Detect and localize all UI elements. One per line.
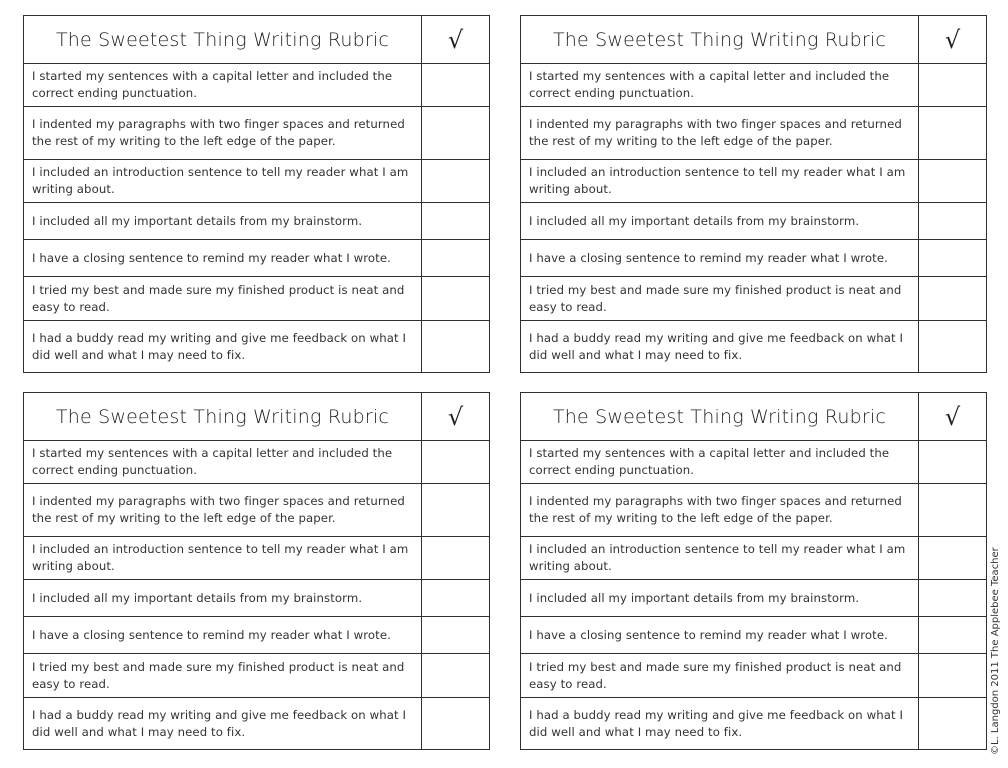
check-box[interactable] (422, 240, 490, 277)
checkmark-header-icon: √ (919, 393, 987, 441)
rubric-card-bottom-left (23, 392, 490, 750)
check-box[interactable] (422, 654, 490, 698)
criterion-important-details: I included all my important details from my brainstorm. (24, 580, 422, 617)
criterion-closing-sentence: I have a closing sentence to remind my reader what I wrote. (521, 617, 919, 654)
criterion-indent-paragraphs: I indented my paragraphs with two finger spaces and returned the rest of my writing to the left edge of the paper. (521, 484, 919, 537)
check-box[interactable] (422, 537, 490, 580)
check-box[interactable] (919, 240, 987, 277)
check-box[interactable] (422, 277, 490, 321)
criterion-closing-sentence: I have a closing sentence to remind my reader what I wrote. (521, 240, 919, 277)
check-box[interactable] (422, 698, 490, 750)
check-box[interactable] (919, 64, 987, 107)
criterion-capitals-punctuation: I started my sentences with a capital letter and included the correct ending punctuation. (24, 441, 422, 484)
criterion-buddy-feedback: I had a buddy read my writing and give me feedback on what I did well and what I may need to fix. (521, 698, 919, 750)
checkmark-header-icon: √ (422, 16, 490, 64)
checkmark-header-icon: √ (422, 393, 490, 441)
check-box[interactable] (919, 698, 987, 750)
check-box[interactable] (919, 537, 987, 580)
criterion-capitals-punctuation: I started my sentences with a capital letter and included the correct ending punctuation. (521, 441, 919, 484)
check-box[interactable] (422, 617, 490, 654)
criterion-buddy-feedback: I had a buddy read my writing and give me feedback on what I did well and what I may need to fix. (24, 698, 422, 750)
copyright-notice: ©L. Langdon 2011 The Applebee Teacher (990, 547, 1001, 755)
check-box[interactable] (919, 203, 987, 240)
rubric-title: The Sweetest Thing Writing Rubric (521, 16, 919, 64)
check-box[interactable] (919, 580, 987, 617)
criterion-indent-paragraphs: I indented my paragraphs with two finger spaces and returned the rest of my writing to the left edge of the paper. (521, 107, 919, 160)
check-box[interactable] (919, 107, 987, 160)
check-box[interactable] (919, 654, 987, 698)
criterion-neat-product: I tried my best and made sure my finished product is neat and easy to read. (24, 654, 422, 698)
rubric-title: The Sweetest Thing Writing Rubric (521, 393, 919, 441)
criterion-capitals-punctuation: I started my sentences with a capital letter and included the correct ending punctuation. (24, 64, 422, 107)
check-box[interactable] (919, 321, 987, 373)
criterion-important-details: I included all my important details from my brainstorm. (521, 203, 919, 240)
check-box[interactable] (422, 160, 490, 203)
check-box[interactable] (919, 441, 987, 484)
check-box[interactable] (919, 617, 987, 654)
criterion-important-details: I included all my important details from my brainstorm. (521, 580, 919, 617)
criterion-indent-paragraphs: I indented my paragraphs with two finger spaces and returned the rest of my writing to the left edge of the paper. (24, 484, 422, 537)
criterion-neat-product: I tried my best and made sure my finished product is neat and easy to read. (521, 277, 919, 321)
criterion-introduction-sentence: I included an introduction sentence to tell my reader what I am writing about. (24, 537, 422, 580)
check-box[interactable] (422, 441, 490, 484)
criterion-introduction-sentence: I included an introduction sentence to tell my reader what I am writing about. (521, 160, 919, 203)
checkmark-header-icon: √ (919, 16, 987, 64)
check-box[interactable] (919, 484, 987, 537)
check-box[interactable] (919, 160, 987, 203)
criterion-neat-product: I tried my best and made sure my finished product is neat and easy to read. (24, 277, 422, 321)
check-box[interactable] (422, 203, 490, 240)
rubric-card-top-right (520, 15, 987, 373)
check-box[interactable] (422, 484, 490, 537)
check-box[interactable] (422, 580, 490, 617)
criterion-important-details: I included all my important details from my brainstorm. (24, 203, 422, 240)
criterion-indent-paragraphs: I indented my paragraphs with two finger spaces and returned the rest of my writing to the left edge of the paper. (24, 107, 422, 160)
criterion-introduction-sentence: I included an introduction sentence to tell my reader what I am writing about. (521, 537, 919, 580)
criterion-capitals-punctuation: I started my sentences with a capital letter and included the correct ending punctuation. (521, 64, 919, 107)
check-box[interactable] (422, 321, 490, 373)
rubric-card-top-left (23, 15, 490, 373)
criterion-introduction-sentence: I included an introduction sentence to tell my reader what I am writing about. (24, 160, 422, 203)
rubric-card-bottom-right (520, 392, 987, 750)
criterion-buddy-feedback: I had a buddy read my writing and give me feedback on what I did well and what I may need to fix. (24, 321, 422, 373)
rubric-title: The Sweetest Thing Writing Rubric (24, 393, 422, 441)
criterion-buddy-feedback: I had a buddy read my writing and give me feedback on what I did well and what I may need to fix. (521, 321, 919, 373)
check-box[interactable] (919, 277, 987, 321)
criterion-closing-sentence: I have a closing sentence to remind my reader what I wrote. (24, 617, 422, 654)
check-box[interactable] (422, 107, 490, 160)
criterion-closing-sentence: I have a closing sentence to remind my reader what I wrote. (24, 240, 422, 277)
rubric-title: The Sweetest Thing Writing Rubric (24, 16, 422, 64)
check-box[interactable] (422, 64, 490, 107)
criterion-neat-product: I tried my best and made sure my finished product is neat and easy to read. (521, 654, 919, 698)
